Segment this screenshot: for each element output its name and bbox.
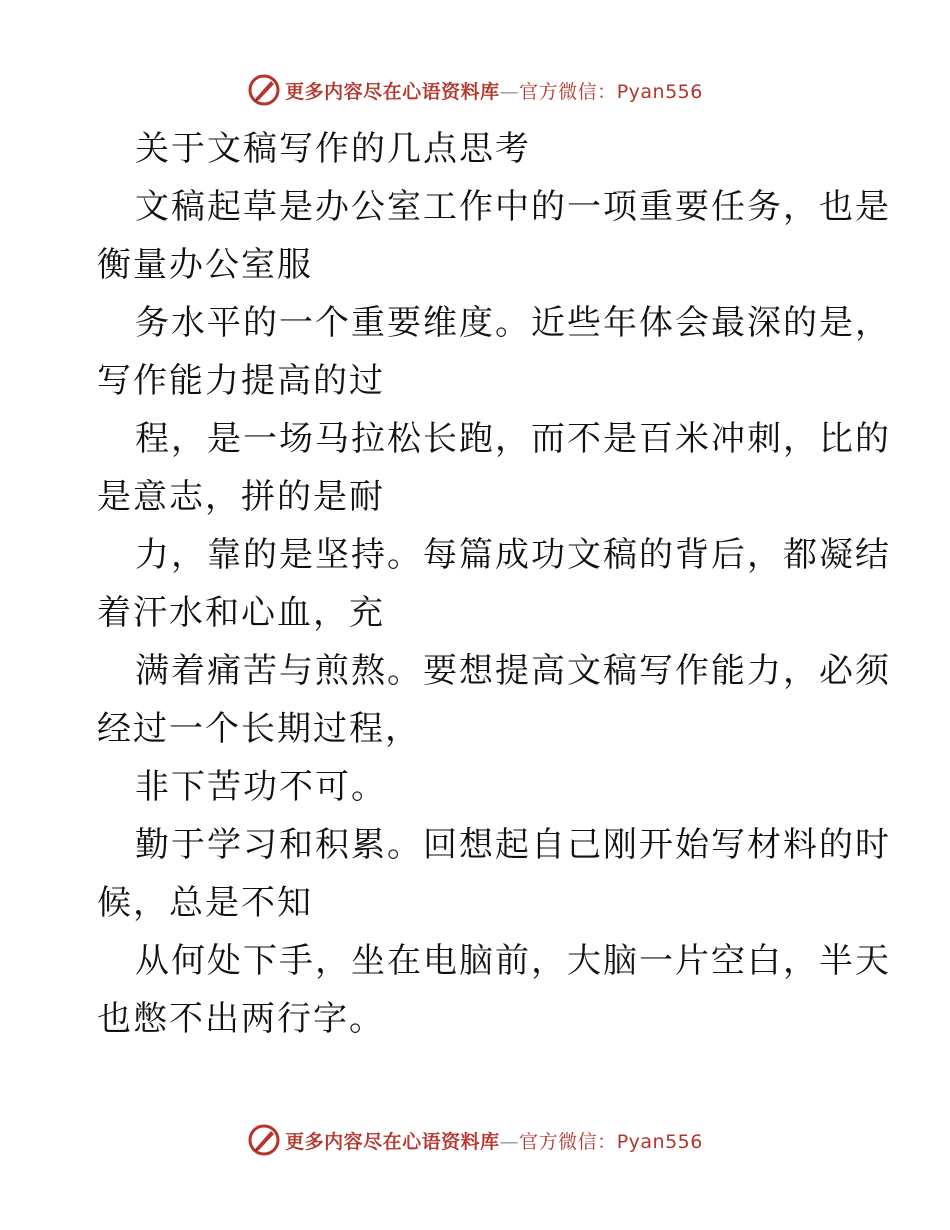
header-banner-text bbox=[285, 77, 703, 104]
footer-banner bbox=[0, 1120, 950, 1160]
paragraph-line: 衡量办公室服 bbox=[97, 245, 313, 285]
paragraph-line: 也憋不出两行字。 bbox=[97, 999, 385, 1039]
quill-pen-circle-icon bbox=[247, 1123, 281, 1157]
footer-wechat-id: Pyan556 bbox=[616, 1130, 703, 1153]
paragraph-line: 经过一个长期过程， bbox=[97, 709, 421, 749]
header-banner bbox=[0, 70, 950, 110]
paragraph-line: 勤于学习和积累。回想起自己刚开始写材料的时 bbox=[135, 825, 891, 865]
quill-pen-circle-icon bbox=[247, 73, 281, 107]
footer-separator: — bbox=[499, 1130, 520, 1153]
paragraph-line: 务水平的一个重要维度。近些年体会最深的是， bbox=[135, 303, 891, 343]
footer-wechat-label: 官方微信： bbox=[519, 1130, 617, 1153]
paragraph-line: 力，靠的是坚持。每篇成功文稿的背后，都凝结 bbox=[135, 535, 891, 575]
paragraph-line: 着汗水和心血，充 bbox=[97, 593, 385, 633]
paragraph-line: 满着痛苦与煎熬。要想提高文稿写作能力，必须 bbox=[135, 651, 891, 691]
paragraph-line: 非下苦功不可。 bbox=[135, 767, 387, 807]
paragraph-line: 从何处下手，坐在电脑前，大脑一片空白，半天 bbox=[135, 941, 891, 981]
paragraph-line: 文稿起草是办公室工作中的一项重要任务，也是 bbox=[135, 187, 891, 227]
paragraph-line: 程，是一场马拉松长跑，而不是百米冲刺，比的 bbox=[135, 419, 891, 459]
header-site-name: 更多内容尽在心语资料库 bbox=[285, 80, 500, 103]
paragraph-line: 候，总是不知 bbox=[97, 883, 313, 923]
header-wechat-id: Pyan556 bbox=[616, 80, 703, 103]
footer-banner-text bbox=[285, 1127, 703, 1154]
header-wechat-label: 官方微信： bbox=[519, 80, 617, 103]
paragraph-line: 写作能力提高的过 bbox=[97, 361, 385, 401]
paragraph-line: 是意志，拼的是耐 bbox=[97, 477, 385, 517]
document-body bbox=[97, 120, 891, 1048]
header-separator: — bbox=[499, 80, 520, 103]
document-title: 关于文稿写作的几点思考 bbox=[135, 129, 531, 169]
footer-site-name: 更多内容尽在心语资料库 bbox=[285, 1130, 500, 1153]
